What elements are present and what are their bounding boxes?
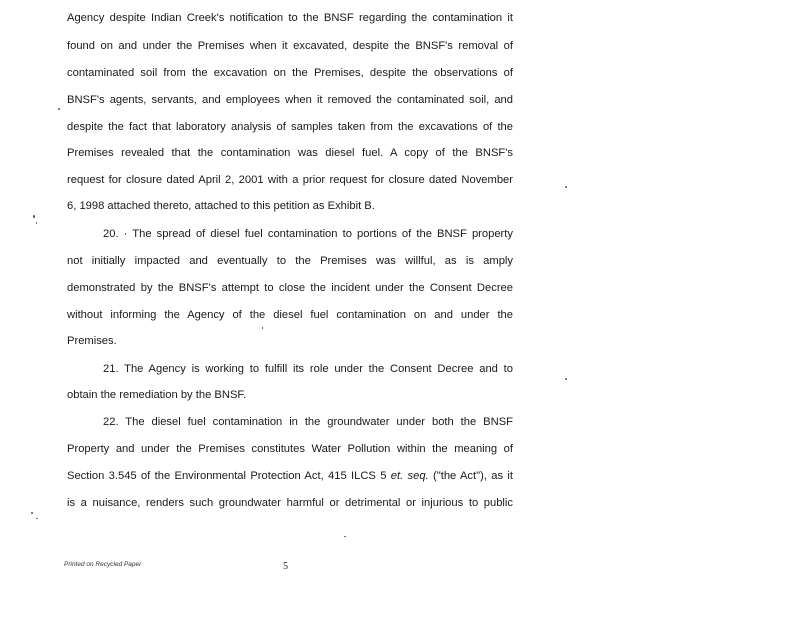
paragraph-21-first-line: 21. The Agency is working to fulfill its role under the Consent Decree and to [103,363,513,375]
body-line: found on and under the Premises when it excavated, despite the BNSF's removal of [67,40,513,52]
body-line: contaminated soil from the excavation on the Premises, despite the observations of [67,67,513,79]
paragraph-20-first-line: 20. · The spread of diesel fuel contamination to portions of the BNSF property [103,228,513,240]
scan-speck [31,512,33,514]
paragraph-22-first-line: 22. The diesel fuel contamination in the groundwater under both the BNSF [103,416,513,428]
body-line: obtain the remediation by the BNSF. [67,389,247,401]
body-line: demonstrated by the BNSF's attempt to close the incident under the Consent Decree [67,282,513,294]
scan-speck [565,378,567,380]
page-number: 5 [283,561,288,572]
body-line: request for closure dated April 2, 2001 with a prior request for closure dated November [67,174,513,186]
body-line: Property and under the Premises constitutes Water Pollution within the meaning of [67,443,513,455]
scan-speck [36,518,38,519]
body-line: without informing the Agency of the diesel fuel contamination on and under the [67,309,513,321]
body-line-with-citation [67,469,513,483]
body-line: Premises revealed that the contamination was diesel fuel. A copy of the BNSF's [67,147,513,159]
citation-text: Section 3.545 of the Environmental Protection Act, 415 ILCS 5 [67,470,387,482]
scan-speck [344,536,346,537]
body-line: not initially impacted and eventually to the Premises was willful, as is amply [67,255,513,267]
body-line: Agency despite Indian Creek's notification to the BNSF regarding the contamination it [67,12,513,24]
scan-speck [565,186,567,188]
body-line: is a nuisance, renders such groundwater harmful or detrimental or injurious to public [67,497,513,509]
body-line: Premises. [67,335,117,347]
body-line: 6, 1998 attached thereto, attached to this petition as Exhibit B. [67,200,375,212]
recycled-paper-note: Printed on Recycled Paper [64,561,142,568]
body-line: BNSF's agents, servants, and employees when it removed the contaminated soil, and [67,94,513,106]
scan-speck [262,327,263,329]
citation-tail: ("the Act"), as it [433,470,513,482]
scan-speck [33,215,35,218]
citation-italic: et. seq. [390,470,429,482]
scan-speck [36,222,37,224]
scan-speck [58,108,60,110]
body-line: despite the fact that laboratory analysis of samples taken from the excavations of the [67,121,513,133]
